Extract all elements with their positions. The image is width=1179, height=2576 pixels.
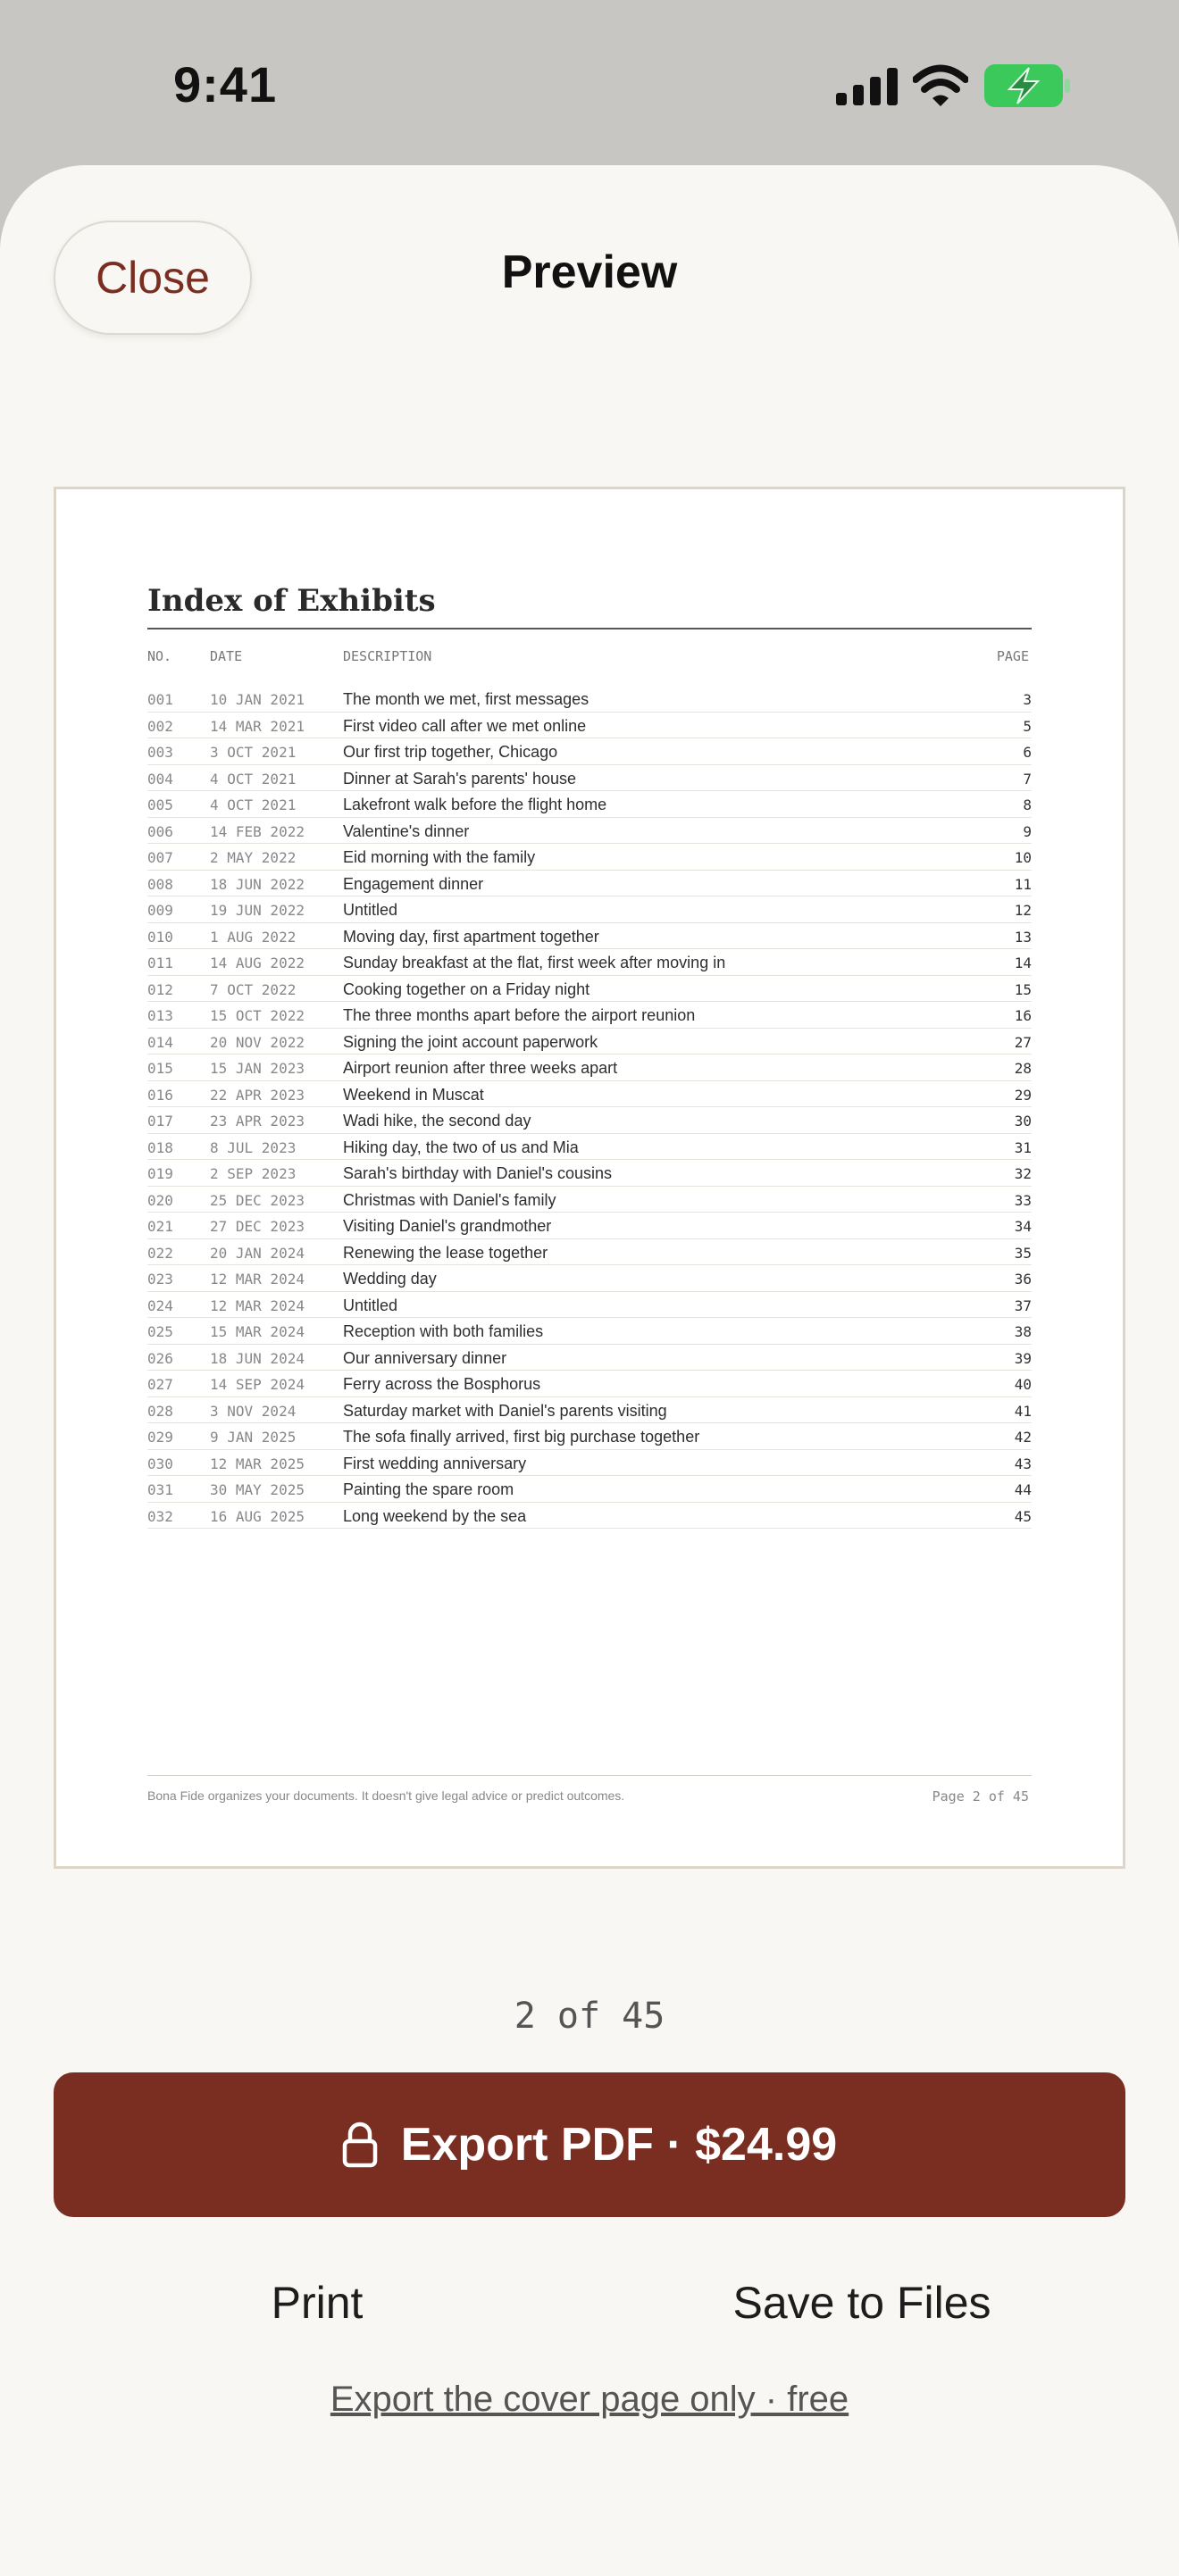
exhibit-number: 018 xyxy=(147,1138,173,1156)
exhibit-date: 23 APR 2023 xyxy=(210,1113,305,1130)
exhibit-page: 11 xyxy=(1014,875,1032,893)
export-pdf-label: Export PDF · $24.99 xyxy=(400,2119,838,2171)
exhibit-description: Painting the spare room xyxy=(343,1480,514,1498)
exhibit-description: Wadi hike, the second day xyxy=(343,1112,531,1130)
table-row xyxy=(147,1503,1032,1530)
exhibit-description: Weekend in Muscat xyxy=(343,1085,484,1104)
exhibit-description: Ferry across the Bosphorus xyxy=(343,1375,541,1393)
exhibit-number: 001 xyxy=(147,691,173,708)
table-row xyxy=(147,1450,1032,1477)
exhibit-description: Visiting Daniel's grandmother xyxy=(343,1217,552,1235)
exhibit-date: 15 OCT 2022 xyxy=(210,1007,305,1024)
exhibit-description: Wedding day xyxy=(343,1270,437,1288)
exhibit-page: 37 xyxy=(1014,1296,1032,1314)
column-header-date: DATE xyxy=(210,648,243,664)
exhibit-page: 36 xyxy=(1014,1271,1032,1288)
exhibit-page: 8 xyxy=(1023,796,1032,813)
table-row xyxy=(147,1239,1032,1266)
exhibit-date: 18 JUN 2024 xyxy=(210,1349,305,1367)
footer-divider xyxy=(147,1775,1032,1776)
battery-charging-icon xyxy=(984,64,1070,107)
exhibit-date: 16 AUG 2025 xyxy=(210,1507,305,1525)
column-header-description: DESCRIPTION xyxy=(343,648,432,664)
print-button[interactable]: Print xyxy=(271,2278,364,2328)
exhibit-number: 031 xyxy=(147,1481,173,1498)
page-indicator: 2 of 45 xyxy=(514,1996,665,2037)
exhibit-description: Engagement dinner xyxy=(343,874,484,893)
exhibit-number: 009 xyxy=(147,902,173,919)
preview-sheet xyxy=(0,165,1179,2576)
table-row xyxy=(147,871,1032,897)
exhibit-description: Eid morning with the family xyxy=(343,848,536,866)
exhibit-number: 019 xyxy=(147,1165,173,1182)
exhibit-description: Airport reunion after three weeks apart xyxy=(343,1059,618,1077)
exhibit-page: 6 xyxy=(1023,744,1032,761)
exhibit-number: 032 xyxy=(147,1507,173,1525)
exhibit-description: Lakefront walk before the flight home xyxy=(343,796,607,813)
exhibit-page: 7 xyxy=(1023,770,1032,788)
table-row xyxy=(147,765,1032,792)
exhibit-number: 025 xyxy=(147,1323,173,1340)
table-row xyxy=(147,1476,1032,1503)
exhibit-description: Valentine's dinner xyxy=(343,821,470,840)
exhibit-description: Reception with both families xyxy=(343,1322,544,1340)
table-row xyxy=(147,686,1032,713)
sheet-title: Preview xyxy=(501,246,678,298)
table-row xyxy=(147,949,1032,976)
exhibit-date: 4 OCT 2021 xyxy=(210,796,297,813)
exhibit-description: Untitled xyxy=(343,1296,398,1314)
wifi-icon xyxy=(913,64,968,107)
exhibit-date: 30 MAY 2025 xyxy=(210,1481,305,1498)
exhibit-number: 004 xyxy=(147,770,173,788)
exhibit-date: 14 SEP 2024 xyxy=(210,1376,305,1393)
exhibit-date: 4 OCT 2021 xyxy=(210,770,297,788)
exhibit-number: 014 xyxy=(147,1033,173,1051)
table-row xyxy=(147,1265,1032,1292)
exhibit-page: 32 xyxy=(1014,1165,1032,1182)
table-row xyxy=(147,1081,1032,1108)
exhibit-date: 7 OCT 2022 xyxy=(210,980,297,998)
exhibit-number: 006 xyxy=(147,822,173,840)
exhibit-date: 2 MAY 2022 xyxy=(210,849,297,866)
table-row xyxy=(147,896,1032,923)
exhibit-page: 44 xyxy=(1014,1481,1032,1498)
lock-icon xyxy=(342,2122,378,2168)
exhibit-table xyxy=(147,686,1032,1529)
table-row xyxy=(147,1423,1032,1450)
exhibit-date: 20 NOV 2022 xyxy=(210,1033,305,1051)
exhibit-page: 43 xyxy=(1014,1455,1032,1472)
exhibit-date: 15 JAN 2023 xyxy=(210,1060,305,1077)
exhibit-date: 10 JAN 2021 xyxy=(210,691,305,708)
table-row xyxy=(147,1002,1032,1029)
exhibit-number: 007 xyxy=(147,849,173,866)
column-header-no: NO. xyxy=(147,648,172,664)
table-row xyxy=(147,1160,1032,1187)
exhibit-description: The sofa finally arrived, first big purchase together xyxy=(343,1428,700,1446)
export-pdf-button[interactable] xyxy=(54,2072,1125,2217)
exhibit-page: 45 xyxy=(1014,1507,1032,1525)
exhibit-page: 30 xyxy=(1014,1113,1032,1130)
exhibit-number: 002 xyxy=(147,717,173,735)
exhibit-date: 3 OCT 2021 xyxy=(210,744,297,761)
exhibit-page: 15 xyxy=(1014,980,1032,998)
exhibit-number: 015 xyxy=(147,1060,173,1077)
exhibit-page: 29 xyxy=(1014,1086,1032,1104)
table-row xyxy=(147,844,1032,871)
table-row xyxy=(147,1345,1032,1371)
footer-disclaimer: Bona Fide organizes your documents. It doesn't give legal advice or predict outcomes. xyxy=(147,1788,625,1803)
exhibit-number: 020 xyxy=(147,1191,173,1209)
table-row xyxy=(147,976,1032,1003)
exhibit-number: 022 xyxy=(147,1244,173,1262)
exhibit-page: 14 xyxy=(1014,955,1032,971)
exhibit-page: 35 xyxy=(1014,1244,1032,1262)
exhibit-date: 22 APR 2023 xyxy=(210,1086,305,1104)
exhibit-description: Signing the joint account paperwork xyxy=(343,1032,598,1051)
exhibit-description: Our first trip together, Chicago xyxy=(343,743,558,761)
save-to-files-button[interactable]: Save to Files xyxy=(732,2278,991,2328)
exhibit-description: First wedding anniversary xyxy=(343,1454,527,1472)
exhibit-date: 8 JUL 2023 xyxy=(210,1138,297,1156)
table-row xyxy=(147,1187,1032,1213)
table-row xyxy=(147,1397,1032,1424)
exhibit-page: 38 xyxy=(1014,1323,1032,1340)
exhibit-date: 12 MAR 2025 xyxy=(210,1455,305,1472)
exhibit-date: 20 JAN 2024 xyxy=(210,1244,305,1262)
exhibit-description: Christmas with Daniel's family xyxy=(343,1190,556,1209)
exhibit-number: 017 xyxy=(147,1113,173,1130)
document-title: Index of Exhibits xyxy=(147,583,436,619)
footer-page-number: Page 2 of 45 xyxy=(932,1788,1029,1805)
exhibit-page: 9 xyxy=(1023,822,1032,840)
exhibit-date: 12 MAR 2024 xyxy=(210,1296,305,1314)
exhibit-date: 27 DEC 2023 xyxy=(210,1218,305,1235)
exhibit-description: First video call after we met online xyxy=(343,716,587,735)
exhibit-description: The three months apart before the airport reunion xyxy=(343,1006,696,1024)
exhibit-page: 28 xyxy=(1014,1060,1032,1077)
exhibit-number: 003 xyxy=(147,744,173,761)
exhibit-date: 9 JAN 2025 xyxy=(210,1429,297,1446)
table-row xyxy=(147,1292,1032,1319)
table-row xyxy=(147,791,1032,818)
table-row xyxy=(147,923,1032,950)
exhibit-page: 3 xyxy=(1023,691,1032,708)
table-row xyxy=(147,1213,1032,1239)
exhibit-date: 3 NOV 2024 xyxy=(210,1402,297,1420)
table-row xyxy=(147,1107,1032,1134)
close-button[interactable]: Close xyxy=(54,221,252,335)
exhibit-page: 13 xyxy=(1014,928,1032,946)
exhibit-number: 028 xyxy=(147,1402,173,1420)
exhibit-number: 008 xyxy=(147,875,173,893)
exhibit-page: 5 xyxy=(1023,717,1032,735)
exhibit-description: Cooking together on a Friday night xyxy=(343,980,590,998)
exhibit-number: 027 xyxy=(147,1376,173,1393)
exhibit-number: 011 xyxy=(147,955,173,971)
exhibit-page: 42 xyxy=(1014,1429,1032,1446)
table-row xyxy=(147,1318,1032,1345)
exhibit-page: 33 xyxy=(1014,1191,1032,1209)
exhibit-number: 030 xyxy=(147,1455,173,1472)
exhibit-number: 023 xyxy=(147,1271,173,1288)
table-row xyxy=(147,1055,1032,1081)
title-divider xyxy=(147,628,1032,629)
exhibit-page: 16 xyxy=(1014,1007,1032,1024)
exhibit-description: Sarah's birthday with Daniel's cousins xyxy=(343,1164,613,1182)
document-page[interactable] xyxy=(54,487,1125,1869)
exhibit-date: 14 FEB 2022 xyxy=(210,822,305,840)
exhibit-page: 39 xyxy=(1014,1349,1032,1367)
table-row xyxy=(147,1371,1032,1397)
export-cover-only-link[interactable]: Export the cover page only · free xyxy=(330,2380,849,2419)
exhibit-number: 024 xyxy=(147,1296,173,1314)
exhibit-number: 013 xyxy=(147,1007,173,1024)
exhibit-page: 34 xyxy=(1014,1218,1032,1235)
exhibit-page: 12 xyxy=(1014,902,1032,919)
exhibit-page: 10 xyxy=(1014,849,1032,866)
status-time: 9:41 xyxy=(173,56,278,113)
exhibit-date: 18 JUN 2022 xyxy=(210,875,305,893)
exhibit-number: 012 xyxy=(147,980,173,998)
cellular-signal-icon xyxy=(836,68,899,105)
exhibit-page: 31 xyxy=(1014,1138,1032,1156)
exhibit-description: Our anniversary dinner xyxy=(343,1348,507,1367)
table-row xyxy=(147,738,1032,765)
exhibit-description: Dinner at Sarah's parents' house xyxy=(343,769,577,788)
exhibit-number: 010 xyxy=(147,928,173,946)
table-row xyxy=(147,1134,1032,1161)
table-row xyxy=(147,713,1032,739)
exhibit-page: 40 xyxy=(1014,1376,1032,1393)
exhibit-description: Untitled xyxy=(343,901,398,919)
exhibit-date: 12 MAR 2024 xyxy=(210,1271,305,1288)
exhibit-description: Moving day, first apartment together xyxy=(343,927,599,946)
exhibit-date: 15 MAR 2024 xyxy=(210,1323,305,1340)
exhibit-number: 029 xyxy=(147,1429,173,1446)
exhibit-date: 14 MAR 2021 xyxy=(210,717,305,735)
exhibit-description: Hiking day, the two of us and Mia xyxy=(343,1138,579,1156)
exhibit-description: Renewing the lease together xyxy=(343,1243,548,1262)
column-header-page: PAGE xyxy=(996,648,1029,664)
exhibit-date: 19 JUN 2022 xyxy=(210,902,305,919)
status-bar xyxy=(0,0,1179,170)
exhibit-description: Long weekend by the sea xyxy=(343,1506,527,1525)
exhibit-date: 1 AUG 2022 xyxy=(210,928,297,946)
exhibit-number: 021 xyxy=(147,1218,173,1235)
table-row xyxy=(147,1029,1032,1055)
exhibit-description: Saturday market with Daniel's parents visiting xyxy=(343,1401,667,1420)
exhibit-page: 41 xyxy=(1014,1402,1032,1420)
exhibit-number: 016 xyxy=(147,1086,173,1104)
exhibit-date: 2 SEP 2023 xyxy=(210,1165,297,1182)
exhibit-page: 27 xyxy=(1014,1033,1032,1051)
exhibit-date: 14 AUG 2022 xyxy=(210,955,305,971)
exhibit-number: 026 xyxy=(147,1349,173,1367)
exhibit-description: Sunday breakfast at the flat, first week after moving in xyxy=(343,954,726,971)
exhibit-number: 005 xyxy=(147,796,173,813)
table-row xyxy=(147,818,1032,845)
exhibit-description: The month we met, first messages xyxy=(343,690,590,708)
exhibit-date: 25 DEC 2023 xyxy=(210,1191,305,1209)
